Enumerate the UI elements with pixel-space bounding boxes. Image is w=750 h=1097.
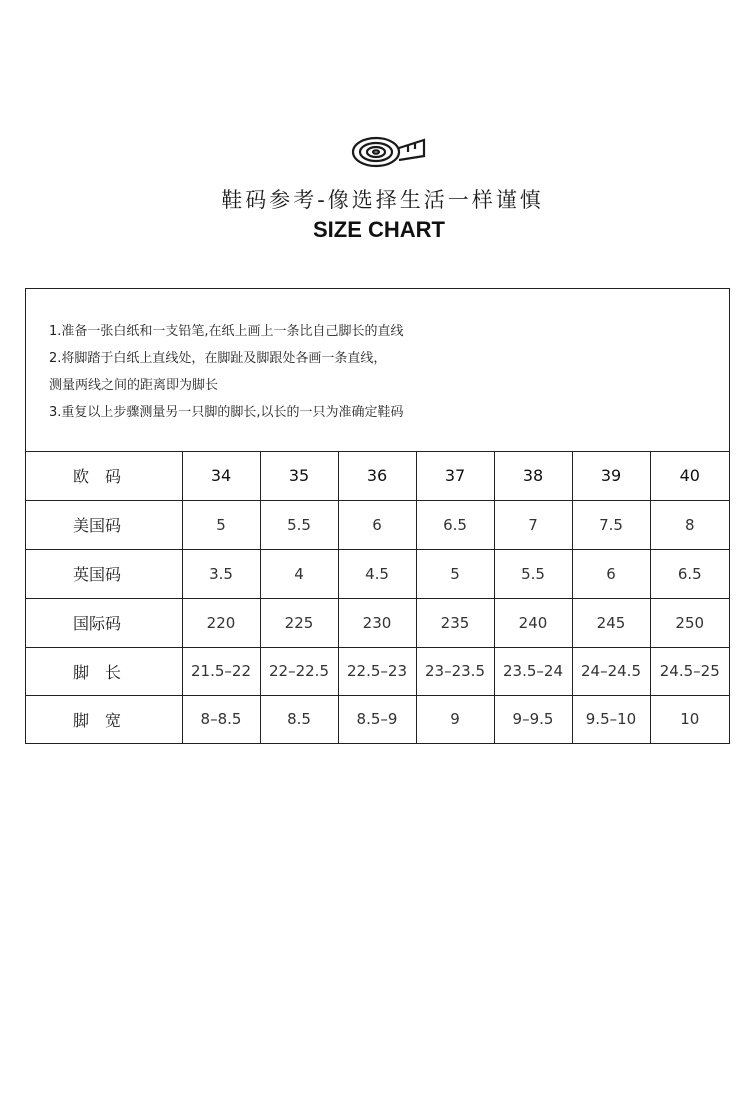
size-cell: 7 — [494, 500, 572, 549]
size-cell: 34 — [182, 451, 260, 500]
instruction-line: 1.准备一张白纸和一支铅笔,在纸上画上一条比自己脚长的直线 — [49, 324, 404, 339]
size-cell: 24.5–25 — [650, 647, 729, 695]
size-table — [26, 451, 729, 743]
size-cell: 38 — [494, 451, 572, 500]
instruction-line: 2.将脚踏于白纸上直线处，在脚趾及脚跟处各画一条直线， — [49, 351, 387, 366]
size-cell: 8 — [650, 500, 729, 549]
size-cell: 9–9.5 — [494, 695, 572, 743]
size-cell: 7.5 — [572, 500, 650, 549]
size-cell: 5 — [416, 549, 494, 598]
size-cell: 35 — [260, 451, 338, 500]
size-cell: 24–24.5 — [572, 647, 650, 695]
measurement-instructions — [26, 289, 729, 452]
size-cell: 9.5–10 — [572, 695, 650, 743]
row-label: 美国码 — [26, 500, 182, 549]
size-cell: 10 — [680, 710, 700, 729]
size-cell: 4.5 — [338, 549, 416, 598]
row-label: 英国码 — [26, 549, 182, 598]
row-label: 脚 宽 — [26, 695, 182, 743]
size-cell: 9 — [416, 695, 494, 743]
size-cell: 5 — [182, 500, 260, 549]
size-cell: 6.5 — [650, 549, 729, 598]
size-cell: 250 — [650, 598, 729, 647]
size-cell: 8.5–9 — [338, 695, 416, 743]
size-cell: 6.5 — [416, 500, 494, 549]
size-cell: 23.5–24 — [494, 647, 572, 695]
size-cell: 225 — [260, 598, 338, 647]
size-cell: 6 — [572, 549, 650, 598]
size-cell: 22–22.5 — [260, 647, 338, 695]
size-cell: 39 — [572, 451, 650, 500]
instruction-line: 测量两线之间的距离即为脚长 — [49, 378, 219, 393]
page-subtitle: SIZE CHART — [313, 217, 445, 242]
size-cell: 5.5 — [260, 500, 338, 549]
size-cell: 4 — [260, 549, 338, 598]
size-cell: 8–8.5 — [182, 695, 260, 743]
table-row — [26, 451, 729, 500]
size-cell: 40 — [650, 451, 729, 500]
size-cell: 235 — [416, 598, 494, 647]
row-label: 脚 长 — [26, 647, 182, 695]
size-cell: 37 — [416, 451, 494, 500]
table-row — [26, 647, 729, 695]
size-chart — [25, 288, 730, 744]
size-cell: 8.5 — [260, 695, 338, 743]
size-cell: 23–23.5 — [416, 647, 494, 695]
table-row — [26, 598, 729, 647]
table-row — [26, 695, 729, 743]
row-label: 国际码 — [26, 598, 182, 647]
size-cell: 22.5–23 — [338, 647, 416, 695]
size-cell: 240 — [494, 598, 572, 647]
instruction-line: 3.重复以上步骤测量另一只脚的脚长,以长的一只为准确定鞋码 — [49, 405, 404, 420]
size-cell: 230 — [338, 598, 416, 647]
size-cell: 5.5 — [494, 549, 572, 598]
table-row — [26, 549, 729, 598]
size-cell: 6 — [338, 500, 416, 549]
table-row — [26, 500, 729, 549]
page-title: 鞋码参考-像选择生活一样谨慎 — [221, 188, 544, 212]
size-cell: 245 — [572, 598, 650, 647]
size-cell: 36 — [338, 451, 416, 500]
row-label: 欧 码 — [26, 451, 182, 500]
size-cell: 3.5 — [182, 549, 260, 598]
size-cell: 21.5–22 — [182, 647, 260, 695]
tape-measure-icon — [350, 132, 430, 172]
size-cell: 220 — [182, 598, 260, 647]
